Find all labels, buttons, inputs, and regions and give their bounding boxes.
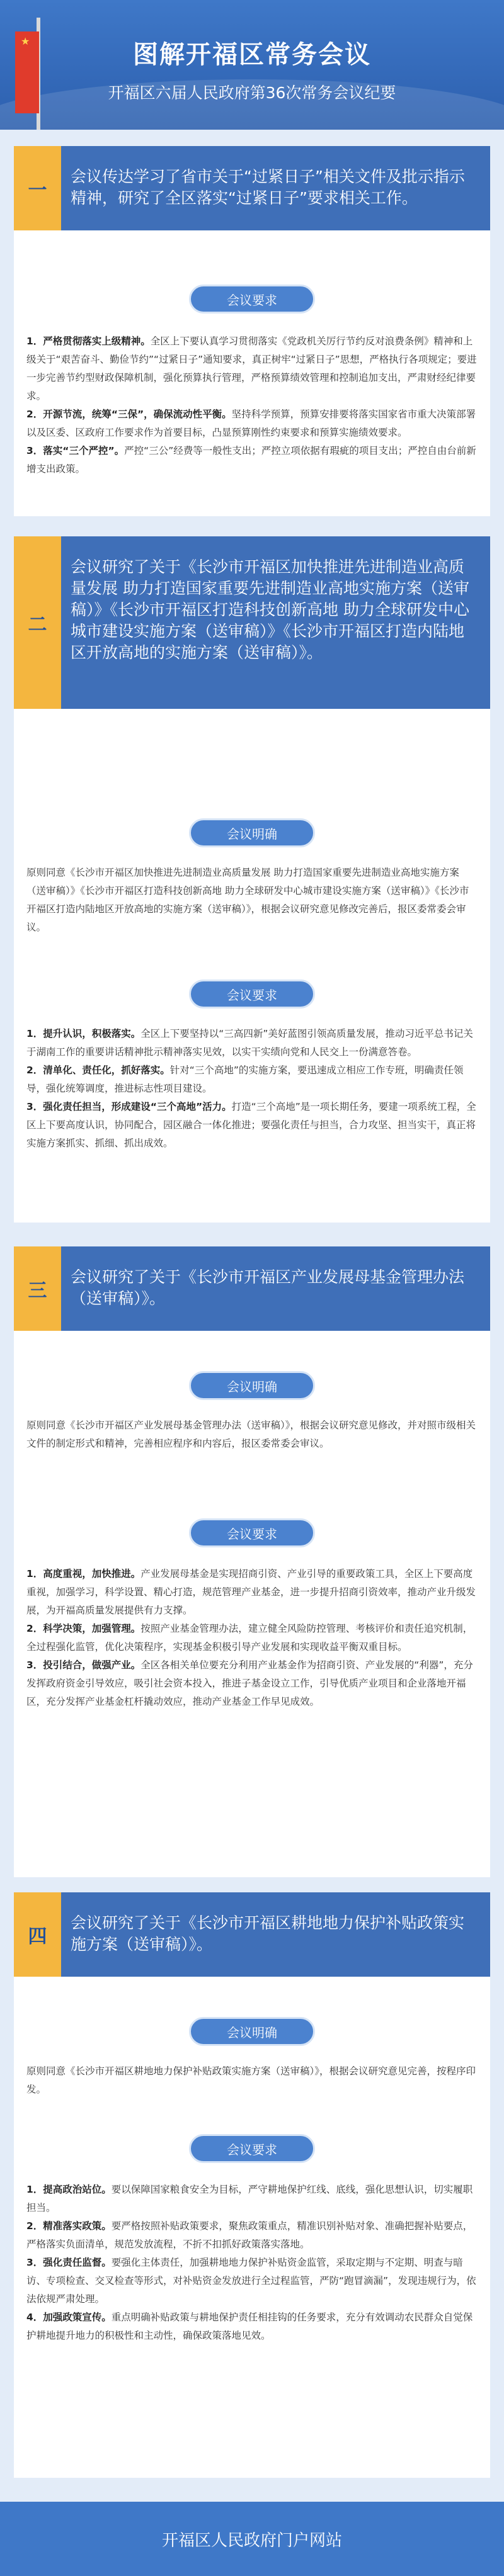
section-2-clarify-text [26, 864, 478, 937]
list-item: 1．提升认识，积极落实。全区上下要坚持以“三高四新”美好蓝图引领高质量发展，推动习近平总书记关于湖南工作的重要讲话精神批示精神落实见效，以实干实绩向党和人民交上一份满意答卷。 [26, 1028, 473, 1058]
list-item: 原则同意《长沙市开福区加快推进先进制造业高质量发展 助力打造国家重要先进制造业高地实施方案（送审稿）》《长沙市开福区打造科技创新高地 助力全球研发中心城市建设实施方案（送审稿）》《长沙市开福区打造内陆地区开放高地的实施方案（送审稿）》，根据会议研究意见修改完善后，报区委常委会审议。 [26, 867, 469, 933]
list-item: 2．精准落实政策。要严格按照补贴政策要求，聚焦政策重点，精准识别补贴对象、准确把握补贴要点，严格落实负面清单，规范发放流程，不折不扣抓好政策落实落地。 [26, 2220, 473, 2250]
page-title: 图解开福区常务会议 [133, 40, 371, 69]
section-card-4 [14, 1892, 490, 2478]
section-topic-text-2: 会议研究了关于《长沙市开福区加快推进先进制造业高质量发展 助力打造国家重要先进制造业高地实施方案（送审稿）》《长沙市开福区打造科技创新高地 助力全球研发中心城市建设实施方案（送审稿）》《长沙市开福区打造内陆地区开放高地的实施方案（送审稿）》。 [71, 558, 469, 662]
section-2-requirements-text [26, 1025, 478, 1153]
section-card-3 [14, 1246, 490, 1877]
section-3-requirements-text [26, 1565, 478, 1711]
section-4-label-requirements: 会议要求 [189, 2134, 315, 2163]
page-header [0, 0, 504, 130]
section-2-label-clarify: 会议明确 [189, 818, 315, 847]
section-number-2: 二 [14, 536, 61, 709]
section-topic-1 [14, 146, 490, 230]
footer-site-name: 开福区人民政府门户网站 [0, 2502, 504, 2576]
list-item: 2．开源节流，统筹“三保”，确保流动性平衡。坚持科学预算，预算安排要将落实国家省市重大决策部署以及区委、区政府工作要求作为首要目标，凸显预算刚性约束要求和预算实施绩效要求。 [26, 409, 476, 438]
section-1-label-requirements: 会议要求 [189, 285, 315, 314]
list-item: 3．落实“三个严控”。严控“三公”经费等一般性支出；严控立项依据有瑕疵的项目支出；严控自由台前新增支出政策。 [26, 445, 476, 475]
section-card-1 [14, 146, 490, 516]
section-3-label-requirements: 会议要求 [189, 1518, 315, 1547]
section-topic-3 [14, 1246, 490, 1331]
section-number-3: 三 [14, 1246, 61, 1331]
section-1-requirements-text [26, 332, 478, 478]
section-3-label-clarify: 会议明确 [189, 1371, 315, 1400]
section-topic-text-3: 会议研究了关于《长沙市开福区产业发展母基金管理办法（送审稿）》。 [71, 1268, 465, 1308]
list-item: 3．投引结合，做强产业。全区各相关单位要充分利用产业基金作为招商引资、产业发展的“利器”，充分发挥政府资金引导效应，吸引社会资本投入，推进子基金设立工作，引导优质产业项目和企业落地开福区，充分发挥产业基金杠杆撬动效应，推动产业基金工作早见成效。 [26, 1659, 473, 1707]
section-4-requirements-text [26, 2181, 478, 2345]
section-2-label-requirements: 会议要求 [189, 980, 315, 1008]
list-item: 原则同意《长沙市开福区产业发展母基金管理办法（送审稿）》，根据会议研究意见修改，并对照市级相关文件的制定形式和精神，完善相应程序和内容后，报区委常委会审议。 [26, 1420, 476, 1449]
section-4-label-clarify: 会议明确 [189, 2017, 315, 2046]
section-topic-text-1: 会议传达学习了省市关于“过紧日子”相关文件及批示指示精神，研究了全区落实“过紧日子”要求相关工作。 [71, 167, 465, 207]
list-item: 2．清单化、责任化，抓好落实。针对“三个高地”的实施方案，要迅速成立相应工作专班，明确责任领导，强化统筹调度，推进标志性项目建设。 [26, 1065, 464, 1094]
section-card-2 [14, 536, 490, 1223]
section-4-clarify-text [26, 2062, 478, 2099]
list-item: 1．严格贯彻落实上级精神。全区上下要认真学习贯彻落实《党政机关厉行节约反对浪费条例》精神和上级关于“艰苦奋斗、勤俭节约”“过紧日子”通知要求，真正树牢“过紧日子”思想，严格执行各项规定；要进一步完善节约型财政保障机制，强化预算执行管理，严格预算绩效管理和控制追加支出，严肃财经纪律要求。 [26, 336, 477, 402]
list-item: 2．科学决策，加强管理。按照产业基金管理办法，建立健全风险防控管理、考核评价和责任追究机制，全过程强化监管，优化决策程序，实现基金积极引导产业发展和实现收益平衡双重目标。 [26, 1623, 473, 1652]
section-topic-2 [14, 536, 490, 709]
section-number-4: 四 [14, 1892, 61, 1977]
list-item: 1．高度重视，加快推进。产业发展母基金是实现招商引资、产业引导的重要政策工具，全区上下要高度重视，加强学习，科学设置、精心打造，规范管理产业基金，进一步提升招商引资效率，推动产业升级发展，为开福高质量发展提供有力支撑。 [26, 1568, 476, 1616]
section-3-clarify-text [26, 1416, 478, 1453]
section-topic-text-4: 会议研究了关于《长沙市开福区耕地地力保护补贴政策实施方案（送审稿）》。 [71, 1914, 465, 1953]
list-item: 3．强化责任担当，形成建设“三个高地”活力。打造“三个高地”是一项长期任务，要建一项系统工程，全区上下要高度认识，协同配合，园区融合一体化推进；要强化责任与担当，合力攻坚、担当实干，真正将实施方案抓实、抓细、抓出成效。 [26, 1101, 476, 1149]
star-icon: ★ [21, 35, 30, 47]
page-subtitle: 开福区六届人民政府第36次常务会议纪要 [108, 84, 396, 102]
section-number-1: 一 [14, 146, 61, 230]
list-item: 原则同意《长沙市开福区耕地地力保护补贴政策实施方案（送审稿）》，根据会议研究意见完善，按程序印发。 [26, 2065, 476, 2095]
section-topic-4 [14, 1892, 490, 1977]
list-item: 1．提高政治站位。要以保障国家粮食安全为目标，严守耕地保护红线、底线，强化思想认识，切实履职担当。 [26, 2184, 473, 2213]
list-item: 4．加强政策宣传。重点明确补贴政策与耕地保护责任相挂钩的任务要求，充分有效调动农民群众自觉保护耕地提升地力的积极性和主动性，确保政策落地见效。 [26, 2312, 473, 2341]
list-item: 3．强化责任监督。要强化主体责任，加强耕地地力保护补贴资金监管，采取定期与不定期、明查与暗访、专项检查、交叉检查等形式，对补贴资金发放进行全过程监管，严防“跑冒滴漏”，发现违规行为，依法依规严肃处理。 [26, 2257, 476, 2305]
